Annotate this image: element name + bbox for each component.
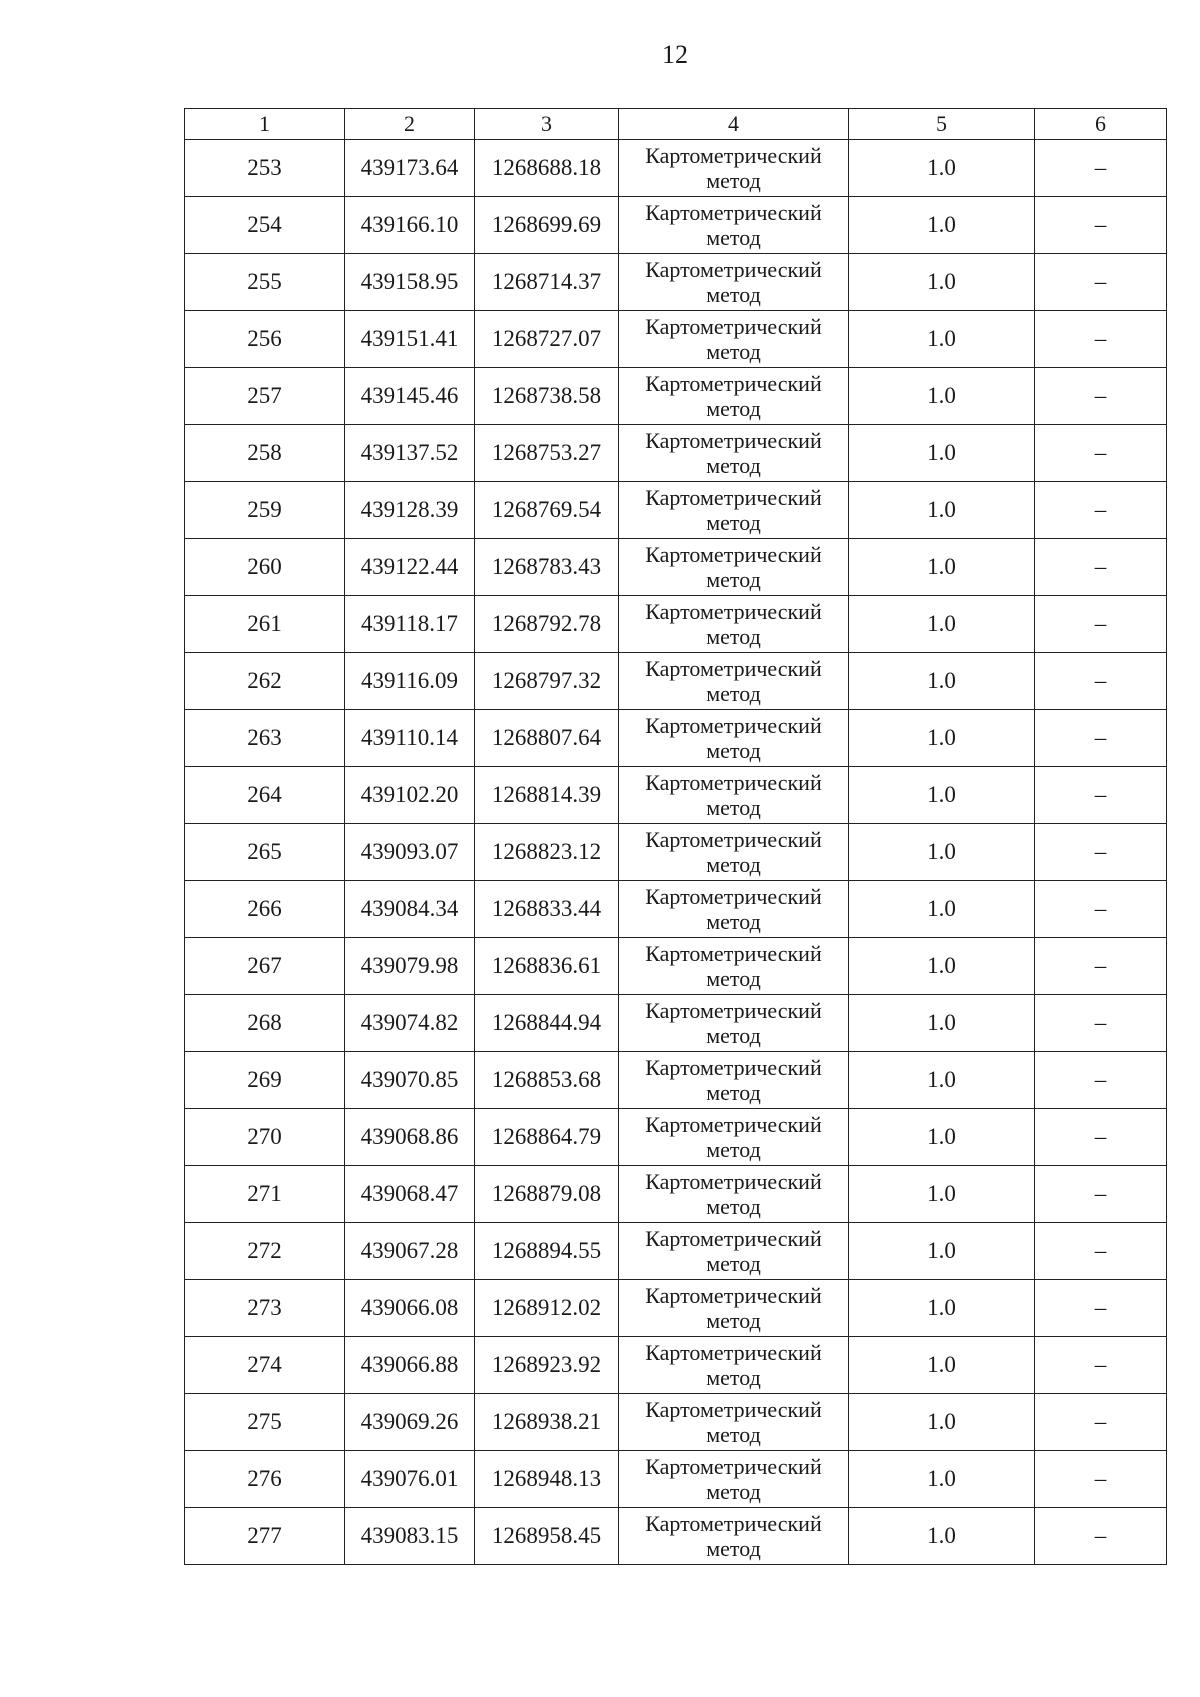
method-line-1: Картометрический: [645, 313, 822, 339]
method-cell: [619, 767, 849, 824]
table-row: [185, 767, 1167, 824]
table-row: [185, 539, 1167, 596]
note-cell: –: [1035, 1166, 1167, 1223]
point-number-cell: 268: [185, 995, 345, 1052]
method-line-1: Картометрический: [645, 769, 822, 795]
method-line-2: метод: [706, 965, 761, 991]
method-line-2: метод: [706, 281, 761, 307]
note-cell: –: [1035, 824, 1167, 881]
accuracy-cell: 1.0: [849, 995, 1035, 1052]
table-row: [185, 140, 1167, 197]
method-line-2: метод: [706, 452, 761, 478]
note-cell: –: [1035, 254, 1167, 311]
note-cell: –: [1035, 368, 1167, 425]
page-number: 12: [662, 40, 688, 69]
y-coordinate-cell: 1268958.45: [475, 1508, 619, 1565]
table-row: [185, 653, 1167, 710]
method-line-2: метод: [706, 1022, 761, 1048]
method-cell: [619, 254, 849, 311]
method-line-2: метод: [706, 1421, 761, 1447]
note-cell: –: [1035, 767, 1167, 824]
point-number-cell: 269: [185, 1052, 345, 1109]
method-line-1: Картометрический: [645, 427, 822, 453]
x-coordinate-cell: 439068.47: [345, 1166, 475, 1223]
accuracy-cell: 1.0: [849, 653, 1035, 710]
accuracy-cell: 1.0: [849, 482, 1035, 539]
y-coordinate-cell: 1268923.92: [475, 1337, 619, 1394]
method-cell: [619, 596, 849, 653]
y-coordinate-cell: 1268688.18: [475, 140, 619, 197]
method-cell: [619, 1109, 849, 1166]
table-row: [185, 824, 1167, 881]
method-cell: [619, 311, 849, 368]
y-coordinate-cell: 1268879.08: [475, 1166, 619, 1223]
method-line-1: Картометрический: [645, 883, 822, 909]
method-cell: [619, 1337, 849, 1394]
x-coordinate-cell: 439083.15: [345, 1508, 475, 1565]
method-line-2: метод: [706, 1193, 761, 1219]
accuracy-cell: 1.0: [849, 1052, 1035, 1109]
point-number-cell: 263: [185, 710, 345, 767]
y-coordinate-cell: 1268738.58: [475, 368, 619, 425]
y-coordinate-cell: 1268853.68: [475, 1052, 619, 1109]
method-line-1: Картометрический: [645, 541, 822, 567]
y-coordinate-cell: 1268894.55: [475, 1223, 619, 1280]
x-coordinate-cell: 439137.52: [345, 425, 475, 482]
note-cell: –: [1035, 1337, 1167, 1394]
accuracy-cell: 1.0: [849, 311, 1035, 368]
method-cell: [619, 995, 849, 1052]
method-line-2: метод: [706, 1079, 761, 1105]
accuracy-cell: 1.0: [849, 140, 1035, 197]
x-coordinate-cell: 439066.08: [345, 1280, 475, 1337]
note-cell: –: [1035, 197, 1167, 254]
table-row: [185, 938, 1167, 995]
table-row: [185, 710, 1167, 767]
x-coordinate-cell: 439166.10: [345, 197, 475, 254]
table-row: [185, 1280, 1167, 1337]
accuracy-cell: 1.0: [849, 881, 1035, 938]
x-coordinate-cell: 439068.86: [345, 1109, 475, 1166]
method-line-2: метод: [706, 851, 761, 877]
x-coordinate-cell: 439070.85: [345, 1052, 475, 1109]
method-line-1: Картометрический: [645, 655, 822, 681]
note-cell: –: [1035, 653, 1167, 710]
method-line-2: метод: [706, 737, 761, 763]
table-row: [185, 881, 1167, 938]
method-cell: [619, 881, 849, 938]
note-cell: –: [1035, 539, 1167, 596]
x-coordinate-cell: 439158.95: [345, 254, 475, 311]
note-cell: –: [1035, 140, 1167, 197]
note-cell: –: [1035, 881, 1167, 938]
y-coordinate-cell: 1268814.39: [475, 767, 619, 824]
note-cell: –: [1035, 482, 1167, 539]
method-line-1: Картометрический: [645, 256, 822, 282]
y-coordinate-cell: 1268938.21: [475, 1394, 619, 1451]
x-coordinate-cell: 439118.17: [345, 596, 475, 653]
method-cell: [619, 482, 849, 539]
point-number-cell: 266: [185, 881, 345, 938]
method-cell: [619, 824, 849, 881]
accuracy-cell: 1.0: [849, 824, 1035, 881]
method-cell: [619, 425, 849, 482]
method-line-2: метод: [706, 338, 761, 364]
method-line-2: метод: [706, 566, 761, 592]
table-row: [185, 197, 1167, 254]
y-coordinate-cell: 1268864.79: [475, 1109, 619, 1166]
y-coordinate-cell: 1268797.32: [475, 653, 619, 710]
note-cell: –: [1035, 938, 1167, 995]
y-coordinate-cell: 1268844.94: [475, 995, 619, 1052]
method-line-2: метод: [706, 167, 761, 193]
note-cell: –: [1035, 1280, 1167, 1337]
point-number-cell: 270: [185, 1109, 345, 1166]
method-line-2: метод: [706, 623, 761, 649]
note-cell: –: [1035, 1223, 1167, 1280]
method-line-1: Картометрический: [645, 712, 822, 738]
note-cell: –: [1035, 1508, 1167, 1565]
x-coordinate-cell: 439102.20: [345, 767, 475, 824]
column-header-2: 2: [345, 109, 475, 140]
x-coordinate-cell: 439093.07: [345, 824, 475, 881]
point-number-cell: 274: [185, 1337, 345, 1394]
x-coordinate-cell: 439122.44: [345, 539, 475, 596]
accuracy-cell: 1.0: [849, 1508, 1035, 1565]
method-cell: [619, 539, 849, 596]
accuracy-cell: 1.0: [849, 1166, 1035, 1223]
coordinates-table: [184, 108, 1167, 1565]
column-header-6: 6: [1035, 109, 1167, 140]
accuracy-cell: 1.0: [849, 1451, 1035, 1508]
table-row: [185, 1109, 1167, 1166]
y-coordinate-cell: 1268727.07: [475, 311, 619, 368]
method-line-2: метод: [706, 1136, 761, 1162]
point-number-cell: 257: [185, 368, 345, 425]
accuracy-cell: 1.0: [849, 596, 1035, 653]
method-line-1: Картометрический: [645, 142, 822, 168]
point-number-cell: 265: [185, 824, 345, 881]
point-number-cell: 259: [185, 482, 345, 539]
note-cell: –: [1035, 995, 1167, 1052]
table-row: [185, 995, 1167, 1052]
table-row: [185, 1508, 1167, 1565]
x-coordinate-cell: 439084.34: [345, 881, 475, 938]
x-coordinate-cell: 439067.28: [345, 1223, 475, 1280]
point-number-cell: 258: [185, 425, 345, 482]
point-number-cell: 277: [185, 1508, 345, 1565]
accuracy-cell: 1.0: [849, 710, 1035, 767]
method-line-1: Картометрический: [645, 1339, 822, 1365]
point-number-cell: 253: [185, 140, 345, 197]
column-header-4: 4: [619, 109, 849, 140]
y-coordinate-cell: 1268792.78: [475, 596, 619, 653]
table-header-row: [185, 109, 1167, 140]
method-line-2: метод: [706, 794, 761, 820]
y-coordinate-cell: 1268833.44: [475, 881, 619, 938]
table-body: [185, 140, 1167, 1565]
x-coordinate-cell: 439151.41: [345, 311, 475, 368]
column-header-5: 5: [849, 109, 1035, 140]
point-number-cell: 267: [185, 938, 345, 995]
y-coordinate-cell: 1268823.12: [475, 824, 619, 881]
point-number-cell: 272: [185, 1223, 345, 1280]
method-cell: [619, 1223, 849, 1280]
method-cell: [619, 140, 849, 197]
note-cell: –: [1035, 1052, 1167, 1109]
table-row: [185, 368, 1167, 425]
method-line-1: Картометрический: [645, 1225, 822, 1251]
method-cell: [619, 653, 849, 710]
x-coordinate-cell: 439066.88: [345, 1337, 475, 1394]
note-cell: –: [1035, 311, 1167, 368]
accuracy-cell: 1.0: [849, 1223, 1035, 1280]
table-row: [185, 425, 1167, 482]
x-coordinate-cell: 439069.26: [345, 1394, 475, 1451]
y-coordinate-cell: 1268807.64: [475, 710, 619, 767]
table-row: [185, 1394, 1167, 1451]
point-number-cell: 261: [185, 596, 345, 653]
table-row: [185, 1223, 1167, 1280]
method-line-2: метод: [706, 1478, 761, 1504]
point-number-cell: 275: [185, 1394, 345, 1451]
accuracy-cell: 1.0: [849, 1394, 1035, 1451]
x-coordinate-cell: 439110.14: [345, 710, 475, 767]
y-coordinate-cell: 1268948.13: [475, 1451, 619, 1508]
accuracy-cell: 1.0: [849, 368, 1035, 425]
method-line-1: Картометрический: [645, 940, 822, 966]
point-number-cell: 262: [185, 653, 345, 710]
y-coordinate-cell: 1268753.27: [475, 425, 619, 482]
note-cell: –: [1035, 596, 1167, 653]
accuracy-cell: 1.0: [849, 1109, 1035, 1166]
method-line-1: Картометрический: [645, 484, 822, 510]
accuracy-cell: 1.0: [849, 539, 1035, 596]
method-cell: [619, 368, 849, 425]
point-number-cell: 273: [185, 1280, 345, 1337]
method-line-2: метод: [706, 509, 761, 535]
method-line-1: Картометрический: [645, 826, 822, 852]
column-header-3: 3: [475, 109, 619, 140]
table-row: [185, 1052, 1167, 1109]
method-cell: [619, 197, 849, 254]
x-coordinate-cell: 439145.46: [345, 368, 475, 425]
accuracy-cell: 1.0: [849, 938, 1035, 995]
x-coordinate-cell: 439173.64: [345, 140, 475, 197]
method-line-2: метод: [706, 1535, 761, 1561]
method-line-1: Картометрический: [645, 370, 822, 396]
method-line-2: метод: [706, 395, 761, 421]
method-cell: [619, 1280, 849, 1337]
accuracy-cell: 1.0: [849, 254, 1035, 311]
column-header-1: 1: [185, 109, 345, 140]
method-line-2: метод: [706, 908, 761, 934]
x-coordinate-cell: 439116.09: [345, 653, 475, 710]
x-coordinate-cell: 439128.39: [345, 482, 475, 539]
y-coordinate-cell: 1268699.69: [475, 197, 619, 254]
method-cell: [619, 1052, 849, 1109]
note-cell: –: [1035, 1109, 1167, 1166]
y-coordinate-cell: 1268912.02: [475, 1280, 619, 1337]
x-coordinate-cell: 439074.82: [345, 995, 475, 1052]
table-row: [185, 596, 1167, 653]
method-line-2: метод: [706, 1364, 761, 1390]
x-coordinate-cell: 439076.01: [345, 1451, 475, 1508]
method-cell: [619, 710, 849, 767]
method-line-2: метод: [706, 680, 761, 706]
table-row: [185, 311, 1167, 368]
point-number-cell: 256: [185, 311, 345, 368]
note-cell: –: [1035, 1394, 1167, 1451]
method-line-1: Картометрический: [645, 1396, 822, 1422]
method-cell: [619, 1394, 849, 1451]
accuracy-cell: 1.0: [849, 425, 1035, 482]
table-row: [185, 1451, 1167, 1508]
method-line-1: Картометрический: [645, 997, 822, 1023]
note-cell: –: [1035, 710, 1167, 767]
table-row: [185, 254, 1167, 311]
accuracy-cell: 1.0: [849, 197, 1035, 254]
table-row: [185, 1166, 1167, 1223]
method-line-2: метод: [706, 224, 761, 250]
y-coordinate-cell: 1268769.54: [475, 482, 619, 539]
y-coordinate-cell: 1268836.61: [475, 938, 619, 995]
method-line-1: Картометрический: [645, 1282, 822, 1308]
point-number-cell: 264: [185, 767, 345, 824]
point-number-cell: 254: [185, 197, 345, 254]
y-coordinate-cell: 1268783.43: [475, 539, 619, 596]
x-coordinate-cell: 439079.98: [345, 938, 475, 995]
method-line-1: Картометрический: [645, 1453, 822, 1479]
method-cell: [619, 938, 849, 995]
method-line-1: Картометрический: [645, 1510, 822, 1536]
method-line-1: Картометрический: [645, 199, 822, 225]
point-number-cell: 260: [185, 539, 345, 596]
method-cell: [619, 1508, 849, 1565]
method-line-2: метод: [706, 1250, 761, 1276]
method-line-1: Картометрический: [645, 1168, 822, 1194]
accuracy-cell: 1.0: [849, 1337, 1035, 1394]
method-line-1: Картометрический: [645, 1054, 822, 1080]
method-line-2: метод: [706, 1307, 761, 1333]
table-row: [185, 482, 1167, 539]
note-cell: –: [1035, 1451, 1167, 1508]
point-number-cell: 271: [185, 1166, 345, 1223]
y-coordinate-cell: 1268714.37: [475, 254, 619, 311]
accuracy-cell: 1.0: [849, 767, 1035, 824]
method-line-1: Картометрический: [645, 1111, 822, 1137]
table-row: [185, 1337, 1167, 1394]
method-line-1: Картометрический: [645, 598, 822, 624]
method-cell: [619, 1166, 849, 1223]
point-number-cell: 276: [185, 1451, 345, 1508]
method-cell: [619, 1451, 849, 1508]
accuracy-cell: 1.0: [849, 1280, 1035, 1337]
point-number-cell: 255: [185, 254, 345, 311]
note-cell: –: [1035, 425, 1167, 482]
